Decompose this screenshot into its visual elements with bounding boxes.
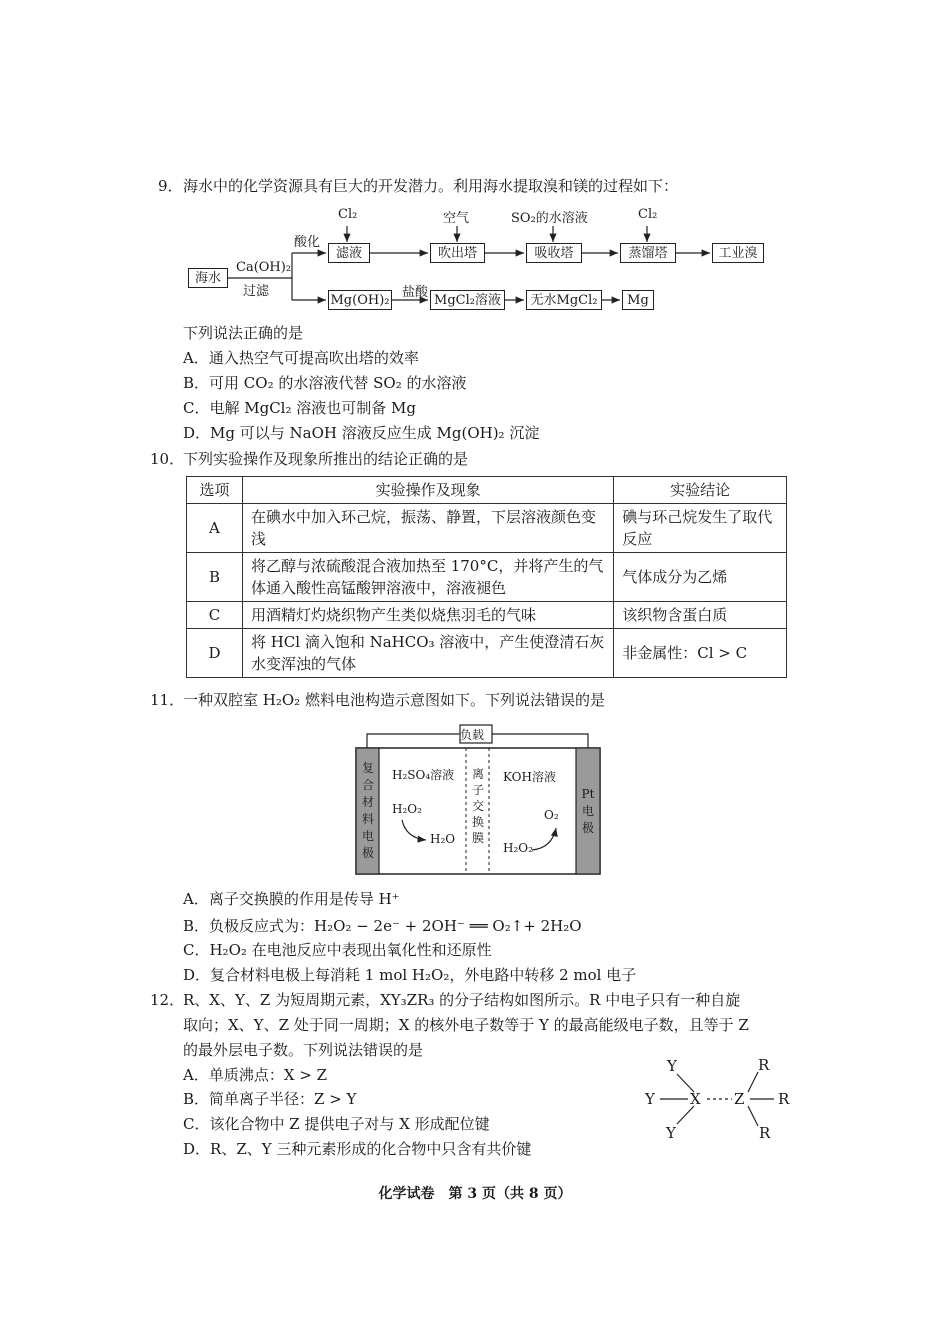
- table-cell-operation: 在碘水中加入环己烷，振荡、静置，下层溶液颜色变浅: [242, 504, 613, 553]
- table-header: 实验结论: [614, 477, 787, 504]
- flow-hcl-label: 盐酸: [402, 285, 429, 300]
- left-electrode-char: 电: [361, 829, 374, 843]
- atom-r: R: [778, 1090, 790, 1108]
- table-cell-option: D: [187, 629, 243, 678]
- flow-lower-box: 无水MgCl₂: [526, 290, 602, 310]
- right-electrode-char: 电: [581, 804, 594, 818]
- left-reactant: H₂O₂: [392, 802, 422, 816]
- right-reactant: H₂O₂: [503, 841, 533, 855]
- q11-number: 11．: [150, 691, 185, 709]
- atom-y: Y: [666, 1124, 676, 1142]
- table-cell-conclusion: 碘与环己烷发生了取代反应: [614, 504, 787, 553]
- q9-number: 9．: [158, 177, 183, 195]
- atom-r: R: [758, 1056, 770, 1074]
- flow-acid-label: 酸化: [294, 235, 321, 250]
- left-electrode-char: 合: [361, 778, 374, 792]
- flow-input-label: Cl₂: [638, 207, 658, 222]
- experiment-table: [186, 476, 787, 678]
- membrane-char: 离: [471, 767, 484, 781]
- q11-option: A．离子交换膜的作用是传导 H⁺: [183, 890, 400, 908]
- left-solution-label: H₂SO₄溶液: [392, 768, 455, 782]
- table-cell-conclusion: 气体成分为乙烯: [614, 553, 787, 602]
- q11-option: B．负极反应式为：H₂O₂ − 2e⁻ + 2OH⁻ ══ O₂↑+ 2H₂O: [183, 917, 582, 935]
- right-electrode-char: Pt: [581, 787, 595, 801]
- flow-input-label: SO₂的水溶液: [511, 211, 588, 226]
- table-cell-option: C: [187, 602, 243, 629]
- atom-y: Y: [645, 1090, 655, 1108]
- membrane-char: 交: [471, 799, 484, 813]
- q12-stem-line: 取向；X、Y、Z 处于同一周期；X 的核外电子数等于 Y 的最高能级电子数，且等于 Z: [183, 1016, 749, 1034]
- table-cell-operation: 用酒精灯灼烧织物产生类似烧焦羽毛的气味: [242, 602, 613, 629]
- table-row: [187, 553, 787, 602]
- table-header-row: [187, 477, 787, 504]
- flow-start-box: 海水: [188, 268, 228, 288]
- atom-z: Z: [734, 1090, 745, 1108]
- q12-stem-line: R、X、Y、Z 为短周期元素，XY₃ZR₃ 的分子结构如图所示。R 中电子只有一种自旋: [183, 991, 741, 1009]
- table-cell-option: A: [187, 504, 243, 553]
- membrane-label: [470, 766, 486, 846]
- flow-lower-box: MgCl₂溶液: [430, 290, 505, 310]
- q9-option: D．Mg 可以与 NaOH 溶液反应生成 Mg(OH)₂ 沉淀: [183, 424, 540, 442]
- flow-upper-box: 蒸馏塔: [620, 243, 676, 263]
- right-product: O₂: [544, 808, 559, 822]
- table-cell-operation: 将 HCl 滴入饱和 NaHCO₃ 溶液中，产生使澄清石灰水变浑浊的气体: [242, 629, 613, 678]
- q9-option: B．可用 CO₂ 的水溶液代替 SO₂ 的水溶液: [183, 374, 467, 392]
- q12-option: C．该化合物中 Z 提供电子对与 X 形成配位键: [183, 1115, 490, 1133]
- flow-upper-box: 吹出塔: [430, 243, 485, 263]
- table-row: [187, 629, 787, 678]
- q9-stem: 海水中的化学资源具有巨大的开发潜力。利用海水提取溴和镁的过程如下：: [183, 177, 679, 195]
- q9-option: A．通入热空气可提高吹出塔的效率: [183, 349, 419, 367]
- table-cell-conclusion: 非金属性：Cl > C: [614, 629, 787, 678]
- table-cell-option: B: [187, 553, 243, 602]
- left-product: H₂O: [430, 832, 456, 846]
- q9-ask: 下列说法正确的是: [183, 324, 304, 342]
- table-row: [187, 602, 787, 629]
- table-header: 选项: [187, 477, 243, 504]
- q12-number: 12．: [150, 991, 185, 1009]
- flow-upper-box: 吸收塔: [526, 243, 582, 263]
- left-electrode-char: 材: [361, 795, 374, 809]
- q12-option: D．R、Z、Y 三种元素形成的化合物中只含有共价键: [183, 1140, 532, 1158]
- flow-lower-box: Mg: [622, 290, 654, 310]
- left-electrode-char: 料: [361, 812, 374, 826]
- right-electrode-label: [578, 786, 598, 837]
- q12-stem-line: 的最外层电子数。下列说法错误的是: [183, 1041, 424, 1059]
- q12-option: B．简单离子半径：Z > Y: [183, 1090, 357, 1108]
- membrane-char: 换: [471, 815, 484, 829]
- q9-flow-arrows: [0, 0, 950, 330]
- right-solution-label: KOH溶液: [503, 770, 556, 784]
- left-electrode-label: [360, 760, 376, 862]
- q11-option: D．复合材料电极上每消耗 1 mol H₂O₂，外电路中转移 2 mol 电子: [183, 966, 637, 984]
- atom-x: X: [690, 1090, 701, 1108]
- flow-ca-label: Ca(OH)₂: [236, 260, 292, 275]
- left-electrode-char: 复: [361, 761, 374, 775]
- flow-upper-box: 工业溴: [712, 243, 764, 263]
- left-electrode-char: 极: [361, 846, 374, 860]
- table-row: [187, 504, 787, 553]
- q10-number: 10．: [150, 450, 185, 468]
- membrane-char: 子: [471, 783, 484, 797]
- membrane-char: 膜: [471, 831, 484, 845]
- table-header: 实验操作及现象: [242, 477, 613, 504]
- atom-r: R: [759, 1124, 771, 1142]
- flow-lower-box: Mg(OH)₂: [328, 290, 392, 310]
- table-cell-operation: 将乙醇与浓硫酸混合液加热至 170°C，并将产生的气体通入酸性高锰酸钾溶液中，溶液褪色: [242, 553, 613, 602]
- q11-option: C．H₂O₂ 在电池反应中表现出氧化性和还原性: [183, 941, 492, 959]
- flow-upper-box: 滤液: [328, 243, 370, 263]
- flow-input-label: Cl₂: [338, 207, 358, 222]
- atom-y: Y: [667, 1057, 677, 1075]
- q10-stem: 下列实验操作及现象所推出的结论正确的是: [183, 450, 469, 468]
- q9-option: C．电解 MgCl₂ 溶液也可制备 Mg: [183, 399, 416, 417]
- table-cell-conclusion: 该织物含蛋白质: [614, 602, 787, 629]
- page-footer: 化学试卷 第 3 页（共 8 页）: [378, 1186, 572, 1202]
- flow-input-label: 空气: [443, 211, 470, 226]
- right-electrode-char: 极: [581, 821, 594, 835]
- q11-stem: 一种双腔室 H₂O₂ 燃料电池构造示意图如下。下列说法错误的是: [183, 691, 605, 709]
- q12-option: A．单质沸点：X > Z: [183, 1066, 328, 1084]
- flow-filter-label: 过滤: [243, 284, 270, 299]
- load-label: 负载: [460, 728, 485, 742]
- molecule-bonds: [640, 1050, 800, 1150]
